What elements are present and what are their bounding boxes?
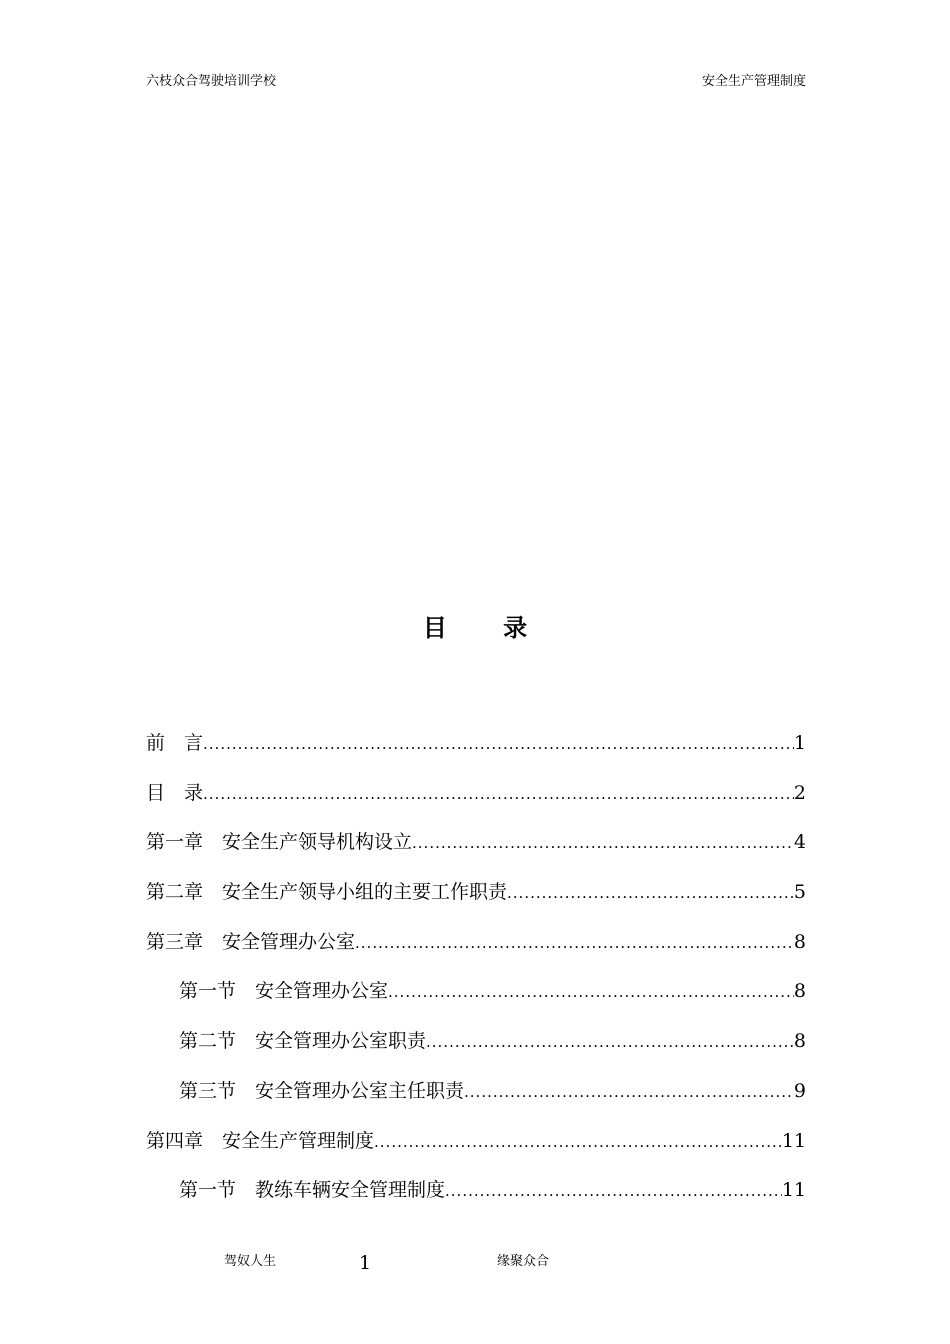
- toc-entry-page: 5: [793, 881, 806, 904]
- footer-right-text: 缘聚众合: [497, 1254, 550, 1269]
- toc-leader-dots: [374, 1133, 782, 1151]
- toc-entry-label: 第三节 安全管理办公室主任职责: [179, 1079, 465, 1102]
- toc-entry-page: 4: [793, 831, 806, 854]
- toc-entry-page: 8: [793, 1030, 806, 1053]
- header-school-name: 六枝众合驾驶培训学校: [146, 74, 277, 89]
- toc-leader-dots: [412, 834, 794, 852]
- toc-entry[interactable]: [146, 778, 806, 828]
- toc-entry-label: 前 言: [146, 732, 204, 754]
- toc-entry[interactable]: [146, 728, 806, 778]
- toc-leader-dots: [203, 735, 794, 753]
- toc-entry-page: 11: [781, 1129, 806, 1152]
- table-of-contents: [146, 728, 806, 1225]
- page-header: [146, 70, 806, 90]
- toc-entry[interactable]: [146, 927, 806, 977]
- toc-entry[interactable]: [146, 1076, 806, 1126]
- toc-entry[interactable]: [146, 976, 806, 1026]
- toc-entry-label: 第一章 安全生产领导机构设立: [146, 831, 413, 854]
- toc-entry-label: 第一节 教练车辆安全管理制度: [179, 1179, 446, 1202]
- toc-leader-dots: [507, 884, 794, 902]
- toc-entry-label: 第一节 安全管理办公室: [179, 980, 389, 1003]
- toc-leader-dots: [355, 934, 794, 952]
- toc-entry[interactable]: [146, 1126, 806, 1176]
- toc-entry-page: 8: [793, 980, 806, 1003]
- toc-entry[interactable]: [146, 877, 806, 927]
- toc-entry-page: 8: [793, 930, 806, 953]
- toc-entry-label: 第四章 安全生产管理制度: [146, 1129, 375, 1152]
- toc-entry-label: 第二章 安全生产领导小组的主要工作职责: [146, 881, 508, 904]
- toc-leader-dots: [203, 785, 794, 803]
- footer-left-text: 驾奴人生: [224, 1254, 277, 1269]
- toc-entry[interactable]: [146, 1026, 806, 1076]
- toc-leader-dots: [388, 983, 794, 1001]
- toc-entry-page: 9: [793, 1079, 806, 1102]
- toc-entry-label: 目 录: [146, 781, 204, 804]
- toc-entry[interactable]: [146, 827, 806, 877]
- toc-entry-label: 第二节 安全管理办公室职责: [179, 1030, 427, 1053]
- toc-leader-dots: [426, 1033, 794, 1051]
- page-number: 1: [359, 1252, 372, 1274]
- toc-entry-label: 第三章 安全管理办公室: [146, 930, 356, 953]
- toc-entry-page: 1: [793, 732, 806, 754]
- toc-entry-page: 2: [793, 781, 806, 804]
- header-document-title: 安全生产管理制度: [701, 74, 806, 89]
- toc-leader-dots: [464, 1083, 794, 1101]
- toc-entry[interactable]: [146, 1175, 806, 1225]
- toc-entry-page: 11: [781, 1179, 806, 1202]
- toc-leader-dots: [445, 1182, 782, 1200]
- toc-title: 目 录: [422, 613, 552, 642]
